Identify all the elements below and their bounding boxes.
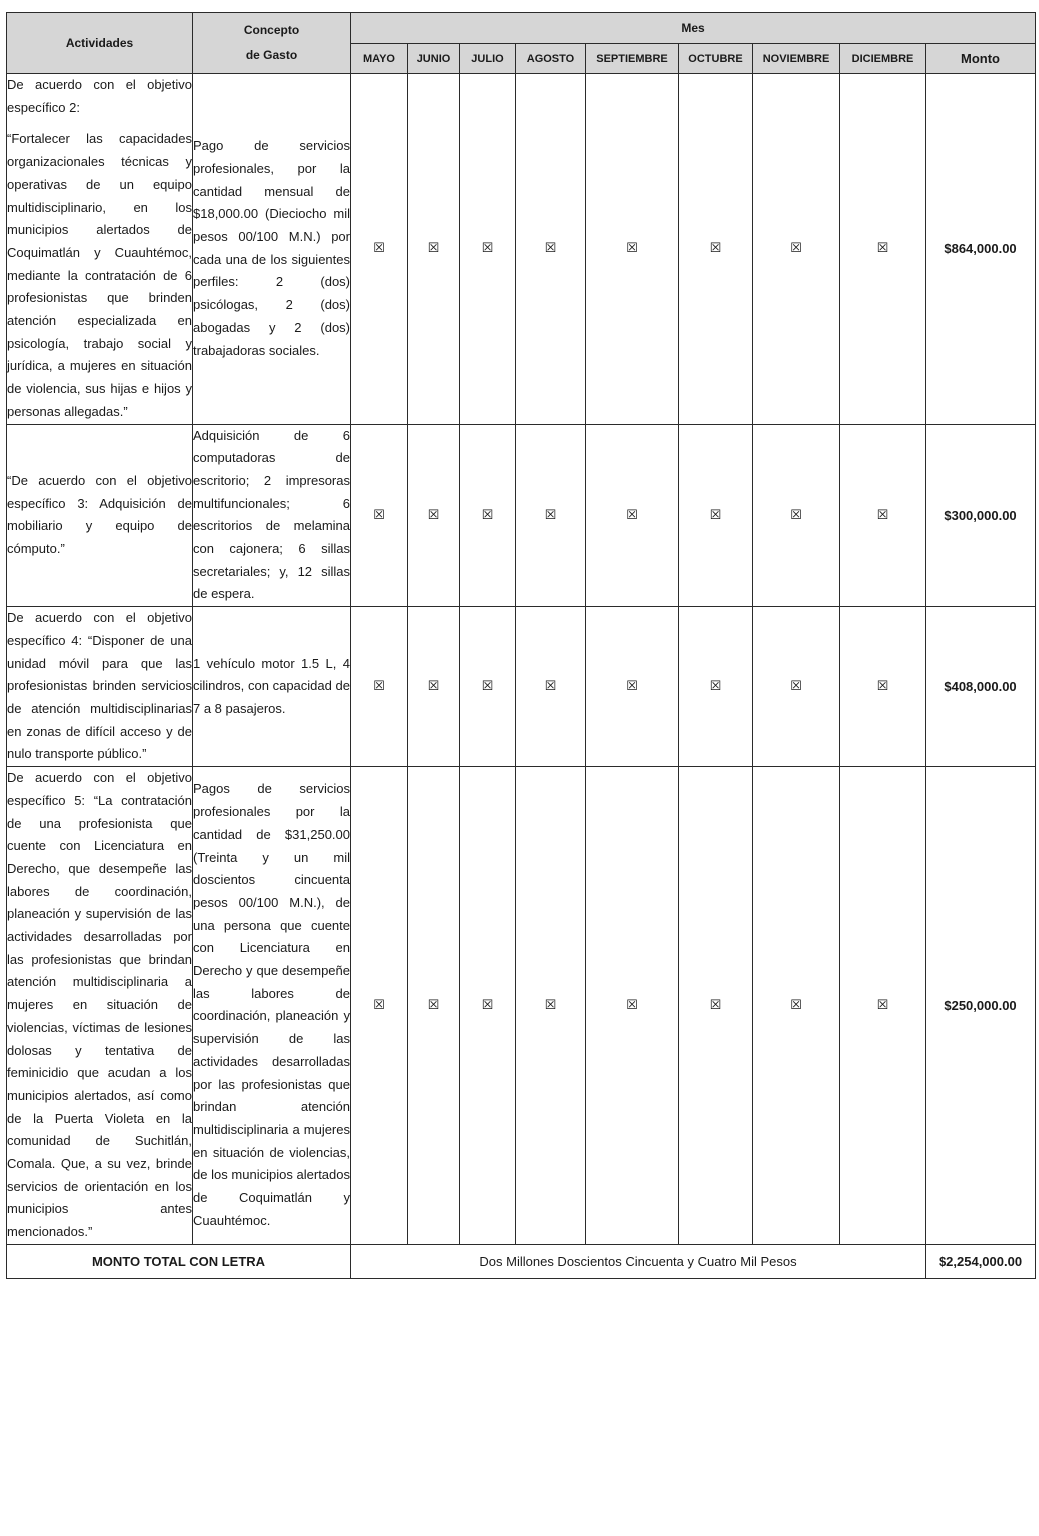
budget-schedule-table: [6, 12, 1036, 1279]
month-check-icon: ☒: [460, 607, 516, 767]
month-check-icon: ☒: [586, 607, 679, 767]
monto-cell: $864,000.00: [926, 74, 1036, 425]
month-check-icon: ☒: [516, 74, 586, 425]
table-row: [7, 767, 1036, 1245]
month-check-icon: ☒: [408, 424, 460, 607]
table-row: [7, 74, 1036, 425]
month-check-icon: ☒: [586, 74, 679, 425]
month-check-icon: ☒: [586, 424, 679, 607]
month-check-icon: ☒: [408, 74, 460, 425]
actividad-cell: [7, 607, 193, 767]
month-check-icon: ☒: [753, 424, 840, 607]
total-letra: Dos Millones Doscientos Cincuenta y Cuatro Mil Pesos: [351, 1244, 926, 1278]
actividad-cell: [7, 74, 193, 425]
month-check-icon: ☒: [351, 767, 408, 1245]
header-monto: Monto: [926, 44, 1036, 74]
actividad-text: De acuerdo con el objetivo específico 2:: [7, 77, 192, 115]
header-concepto-line1: Concepto: [243, 23, 300, 37]
month-check-icon: ☒: [460, 767, 516, 1245]
header-concepto: [193, 13, 351, 74]
month-check-icon: ☒: [408, 607, 460, 767]
month-check-icon: ☒: [460, 424, 516, 607]
header-month-diciembre: DICIEMBRE: [840, 44, 926, 74]
month-check-icon: ☒: [679, 74, 753, 425]
concepto-cell: 1 vehículo motor 1.5 L, 4 cilindros, con capacidad de 7 a 8 pasajeros.: [193, 607, 351, 767]
header-actividades: Actividades: [7, 13, 193, 74]
actividad-text: De acuerdo con el objetivo específico 4: “Disponer de una unidad móvil para que las profesionistas brinden servicios de atención multidisciplinarias en zonas de difícil acceso y de nulo transporte público.”: [7, 610, 192, 762]
actividad-cell: [7, 767, 193, 1245]
concepto-cell: Pago de servicios profesionales, por la cantidad mensual de $18,000.00 (Dieciocho mil pesos 00/100 M.N.) por cada una de los siguientes perfiles: 2 (dos) psicólogas, 2 (dos) abogadas y 2 (dos) trabajadoras sociales.: [193, 74, 351, 425]
month-check-icon: ☒: [516, 767, 586, 1245]
total-row: [7, 1244, 1036, 1278]
month-check-icon: ☒: [753, 74, 840, 425]
actividad-text: “De acuerdo con el objetivo específico 3: Adquisición de mobiliario y equipo de cómputo.”: [7, 472, 192, 557]
header-month-agosto: AGOSTO: [516, 44, 586, 74]
month-check-icon: ☒: [351, 607, 408, 767]
month-check-icon: ☒: [516, 424, 586, 607]
total-label: MONTO TOTAL CON LETRA: [7, 1244, 351, 1278]
header-month-octubre: OCTUBRE: [679, 44, 753, 74]
month-check-icon: ☒: [753, 607, 840, 767]
month-check-icon: ☒: [351, 74, 408, 425]
monto-cell: $300,000.00: [926, 424, 1036, 607]
month-check-icon: ☒: [840, 424, 926, 607]
month-check-icon: ☒: [679, 607, 753, 767]
actividad-text: “Fortalecer las capacidades organizacionales técnicas y operativas de un equipo multidisciplinario, en los municipios alertados de Coquimatlán y Cuauhtémoc, mediante la contratación de 6 profesionistas que brinden atención especializada en psicología, trabajo social y jurídica, a mujeres en situación de violencia, sus hijas e hijos y personas allegadas.”: [7, 131, 192, 419]
month-check-icon: ☒: [679, 767, 753, 1245]
actividad-cell: [7, 424, 193, 607]
month-check-icon: ☒: [460, 74, 516, 425]
month-check-icon: ☒: [840, 607, 926, 767]
table-row: [7, 607, 1036, 767]
header-month-mayo: MAYO: [351, 44, 408, 74]
monto-cell: $408,000.00: [926, 607, 1036, 767]
table-row: [7, 424, 1036, 607]
month-check-icon: ☒: [516, 607, 586, 767]
header-month-junio: JUNIO: [408, 44, 460, 74]
header-month-septiembre: SEPTIEMBRE: [586, 44, 679, 74]
monto-cell: $250,000.00: [926, 767, 1036, 1245]
header-month-julio: JULIO: [460, 44, 516, 74]
month-check-icon: ☒: [840, 767, 926, 1245]
concepto-cell: Pagos de servicios profesionales por la cantidad de $31,250.00 (Treinta y un mil doscientos cincuenta pesos 00/100 M.N.), de una persona que cuente con Licenciatura en Derecho y que desempeñe las labores de coordinación, planeación y supervisión de las actividades desarrolladas por las profesionistas que brindan atención multidisciplinaria a mujeres en situación de violencias, de los municipios alertados de Coquimatlán y Cuauhtémoc.: [193, 767, 351, 1245]
month-check-icon: ☒: [586, 767, 679, 1245]
header-mes: Mes: [351, 13, 1036, 44]
month-check-icon: ☒: [408, 767, 460, 1245]
total-amount: $2,254,000.00: [926, 1244, 1036, 1278]
concepto-cell: Adquisición de 6 computadoras de escritorio; 2 impresoras multifuncionales; 6 escritorios de melamina con cajonera; 6 sillas secretariales; y, 12 sillas de espera.: [193, 424, 351, 607]
month-check-icon: ☒: [840, 74, 926, 425]
header-month-noviembre: NOVIEMBRE: [753, 44, 840, 74]
header-concepto-line2: de Gasto: [245, 48, 298, 62]
month-check-icon: ☒: [351, 424, 408, 607]
actividad-text: De acuerdo con el objetivo específico 5: “La contratación de una profesionista que cuente con Licenciatura en Derecho, que desempeñe las labores de coordinación, planeación y supervisión de las actividades desarrolladas por las profesionistas que brindan atención multidisciplinaria a mujeres en situación de violencias, víctimas de lesiones dolosas y tentativa de feminicidio que acudan a los municipios alertados, así como de la Puerta Violeta en la comunidad de Suchitlán, Comala. Que, a su vez, brinde servicios de orientación en los municipios antes mencionados.”: [7, 770, 192, 1240]
month-check-icon: ☒: [679, 424, 753, 607]
month-check-icon: ☒: [753, 767, 840, 1245]
